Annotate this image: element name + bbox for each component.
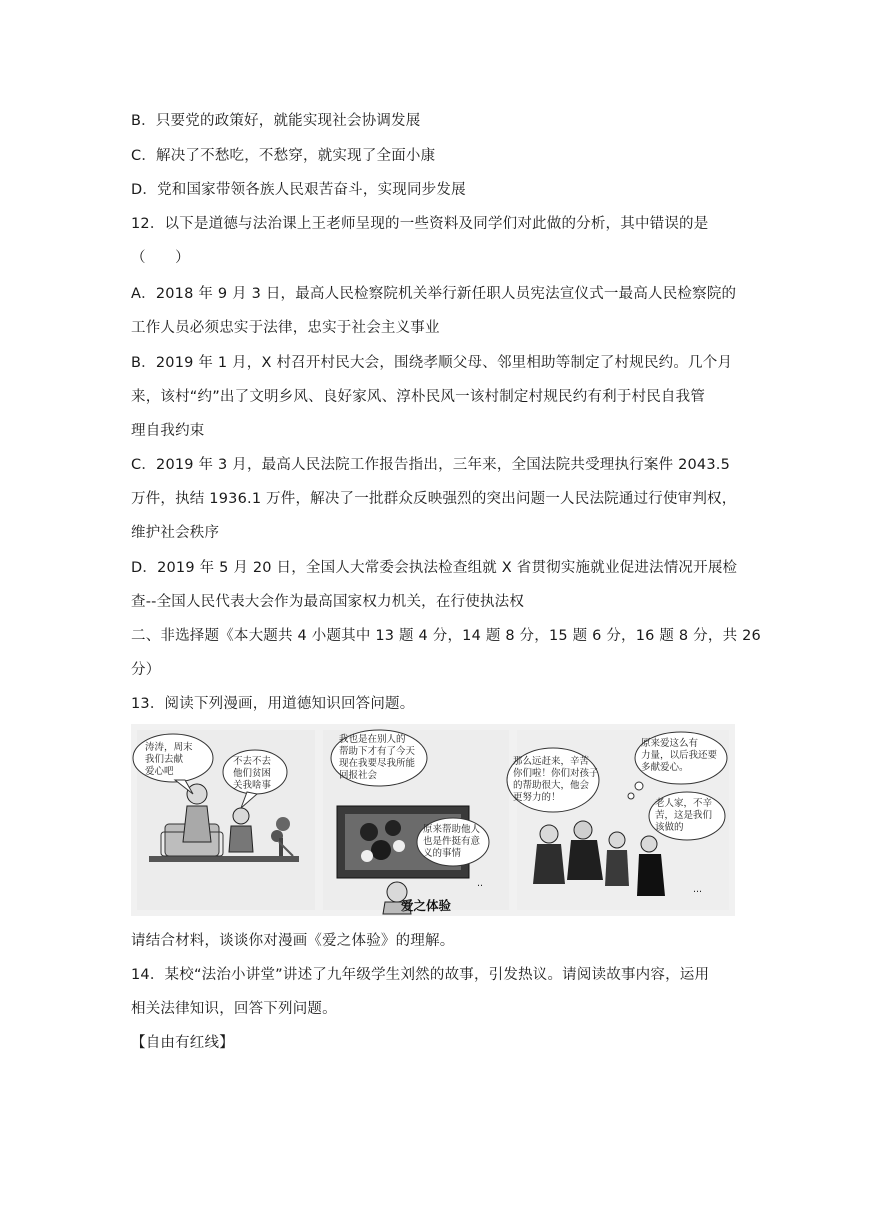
option-a-12-cont: 工作人员必须忠实于法律，忠实于社会主义事业	[131, 320, 440, 336]
bubble-6-line-3: 多献爱心。	[641, 762, 689, 773]
bubble-6-line-1: 原来爱这么有	[641, 738, 699, 749]
bubble-5-line-4: 更努力的！	[513, 792, 561, 803]
bubble-5-line-1: 那么远赶来，辛苦	[513, 756, 590, 767]
bubble-1-line-1: 涛涛，周末	[145, 742, 193, 753]
bubble-6-line-2: 力量，以后我还要	[641, 750, 718, 761]
section-two-heading: 二、非选择题《本大题共 4 小题其中 13 题 4 分，14 题 8 分，15 题 6 分，16 题 8 分，共 26	[131, 628, 761, 644]
bubble-2-line-3: 关我啥事	[233, 780, 272, 791]
bubble-7-line-3: 该做的	[655, 822, 684, 833]
bubble-5-line-2: 你们啦！你们对孩子	[513, 768, 599, 779]
question-13: 13．阅读下列漫画，用道德知识回答问题。	[131, 696, 415, 712]
option-c-12-cont: 万件，执结 1936.1 万件，解决了一批群众反映强烈的突出问题一人民法院通过行使审判权，	[131, 491, 737, 507]
bubble-2-line-1: 不去不去	[233, 756, 272, 767]
panel-3-dots: ...	[693, 884, 703, 895]
option-d-12-cont: 查--全国人民代表大会作为最高国家权力机关，在行使执法权	[131, 594, 525, 610]
option-b-12-cont: 来，该村“约”出了文明乡风、良好家风、淳朴民风一该村制定村规民约有利于村民自我管	[131, 389, 706, 405]
question-14: 14．某校“法治小讲堂”讲述了九年级学生刘然的故事，引发热议。请阅读故事内容，运用	[131, 967, 710, 983]
bubble-1-line-2: 我们去献	[145, 754, 184, 765]
bubble-3-line-2: 帮助下才有了今天	[339, 746, 416, 757]
comic-image	[131, 724, 735, 916]
option-c-11: C．解决了不愁吃，不愁穿，就实现了全面小康	[131, 148, 436, 164]
bubble-3-line-3: 现在我要尽我所能	[339, 758, 416, 769]
speech-bubble-5	[507, 748, 599, 812]
speech-bubble-7	[649, 792, 725, 840]
option-b-11: B．只要党的政策好，就能实现社会协调发展	[131, 113, 421, 129]
bubble-7-line-2: 苦，这是我们	[655, 810, 713, 821]
speech-bubble-4	[417, 818, 489, 866]
question-12: 12．以下是道德与法治课上王老师呈现的一些资料及同学们对此做的分析，其中错误的是	[131, 216, 709, 232]
bubble-1-line-3: 爱心吧	[145, 766, 174, 777]
option-d-12: D．2019 年 5 月 20 日，全国人大常委会执法检查组就 X 省贯彻实施就业促进法情况开展检	[131, 560, 738, 576]
option-b-12-cont2: 理自我约束	[131, 423, 205, 439]
bubble-7-line-1: 老人家，不辛	[655, 798, 713, 809]
option-d-11: D．党和国家带领各族人民艰苦奋斗，实现同步发展	[131, 182, 466, 198]
question-12-blank: （ ）	[131, 250, 190, 266]
bubble-2-line-2: 他们贫困	[233, 768, 272, 779]
option-c-12: C．2019 年 3 月，最高人民法院工作报告指出，三年来，全国法院共受理执行案件 2043.5	[131, 457, 731, 473]
speech-bubble-3	[331, 730, 427, 786]
question-14-cont: 相关法律知识，回答下列问题。	[131, 1001, 337, 1017]
bubble-5-line-3: 的帮助很大，他会	[513, 780, 590, 791]
bubble-3-line-1: 我也是在别人的	[339, 734, 406, 745]
bubble-4-line-2: 也是件挺有意	[423, 836, 481, 847]
question-13-prompt: 请结合材料，谈谈你对漫画《爱之体验》的理解。	[131, 933, 455, 949]
section-two-heading-cont: 分）	[131, 662, 161, 678]
bubble-3-line-4: 回报社会	[339, 770, 378, 781]
bubble-4-line-1: 原来帮助他人	[423, 824, 481, 835]
option-a-12: A．2018 年 9 月 3 日，最高人民检察院机关举行新任职人员宪法宣仪式一最高人民检察院的	[131, 286, 737, 302]
bubble-4-line-3: 义的事情	[423, 848, 462, 859]
option-b-12: B．2019 年 1 月，X 村召开村民大会，围绕孝顺父母、邻里相助等制定了村规民约。几个月	[131, 355, 733, 371]
comic-caption: 爱之体验	[401, 898, 452, 913]
option-c-12-cont2: 维护社会秩序	[131, 525, 220, 541]
panel-2-dots: ..	[477, 878, 484, 889]
section-freedom-redline: 【自由有红线】	[131, 1035, 234, 1051]
